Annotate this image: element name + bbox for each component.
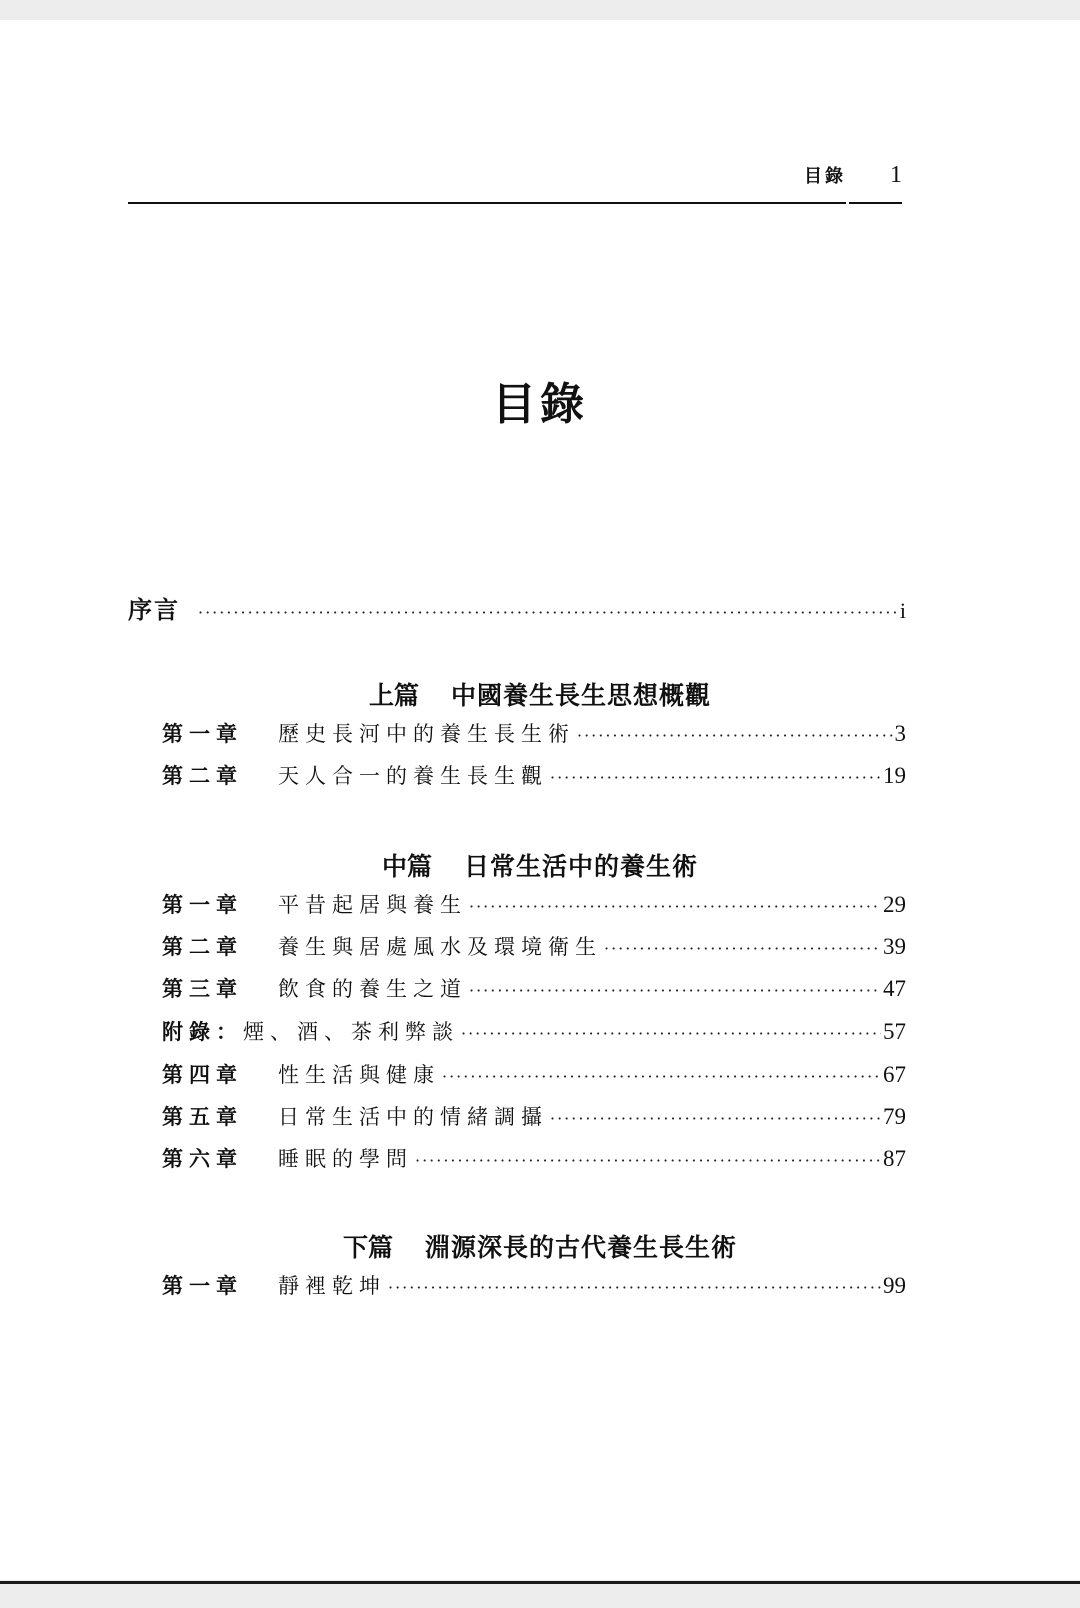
dot-leader [442,1067,881,1086]
toc-entry-page: 57 [883,1019,906,1044]
part-heading-1 [0,676,1080,712]
dot-leader [469,897,881,916]
toc-entry[interactable] [162,1143,906,1173]
header-rule-gap [846,202,849,204]
toc-entry-title: 靜裡乾坤 [278,1274,386,1298]
dot-leader [415,1151,881,1170]
page-title: 目錄 [492,379,588,430]
toc-entry-page: 39 [883,934,906,959]
toc-entry[interactable] [162,1059,906,1089]
toc-entry-label: 第三章 [162,976,243,1001]
dot-leader [198,603,900,622]
toc-entry-label: 第五章 [162,1104,243,1129]
toc-entry-appendix[interactable] [162,1016,906,1046]
dot-leader [461,1024,881,1043]
toc-entry[interactable] [162,1101,906,1131]
toc-entry-page: 29 [883,892,906,917]
toc-entry-page: 19 [883,763,906,788]
toc-entry-title: 天人合一的養生長生觀 [278,764,548,788]
toc-entry-page: 99 [883,1273,906,1298]
bottom-edge-rule [0,1581,1080,1584]
toc-entry-label: 附錄： [162,1019,243,1044]
toc-entry-page: 79 [883,1104,906,1129]
part-label: 下篇 [342,1233,393,1262]
part-label: 中篇 [381,852,432,881]
toc-entry-label: 第一章 [162,721,243,746]
dot-leader [388,1278,881,1297]
toc-entry-page: 87 [883,1146,906,1171]
toc-entry-title: 睡眠的學問 [278,1147,413,1171]
toc-entry-label: 第一章 [162,892,243,917]
dot-leader [604,939,881,958]
running-head-title: 目錄 [804,166,846,187]
part-heading-2 [0,847,1080,883]
running-head-page-number: 1 [890,162,902,188]
toc-entry-page: i [899,598,906,623]
toc-entry-title: 性生活與健康 [278,1063,440,1087]
part-title: 淵源深長的古代養生長生術 [425,1233,738,1262]
part-title: 日常生活中的養生術 [464,852,699,881]
toc-entry[interactable] [162,973,906,1003]
toc-entry-label: 第二章 [162,763,243,788]
part-label: 上篇 [368,681,419,710]
toc-entry-label: 第四章 [162,1062,243,1087]
toc-entry[interactable] [162,1270,906,1300]
toc-entry-label: 第六章 [162,1146,243,1171]
toc-entry-title: 序言 [128,596,180,624]
toc-entry-title: 歷史長河中的養生長生術 [278,722,575,746]
dot-leader [550,768,881,787]
toc-entry-page: 47 [883,976,906,1001]
running-head [804,162,902,189]
part-heading-3 [0,1228,1080,1264]
book-page [0,20,1080,1580]
toc-entry[interactable] [162,889,906,919]
toc-entry-title: 養生與居處風水及環境衛生 [278,935,602,959]
part-title: 中國養生長生思想概觀 [451,681,712,710]
toc-entry-page: 3 [894,721,906,746]
toc-entry-page: 67 [883,1062,906,1087]
toc-entry-title: 飲食的養生之道 [278,977,467,1001]
toc-entry-preface[interactable] [128,590,906,625]
toc-entry[interactable] [162,931,906,961]
toc-entry-title: 平昔起居與養生 [278,893,467,917]
toc-entry[interactable] [162,760,906,790]
header-rule [128,202,902,204]
toc-entry-label: 第一章 [162,1273,243,1298]
dot-leader [469,981,881,1000]
dot-leader [577,726,893,745]
toc-entry[interactable] [162,718,906,748]
toc-entry-title: 日常生活中的情緒調攝 [278,1105,548,1129]
toc-entry-label: 第二章 [162,934,243,959]
dot-leader [550,1109,881,1128]
toc-entry-title: 煙、酒、茶利弊談 [243,1020,459,1044]
